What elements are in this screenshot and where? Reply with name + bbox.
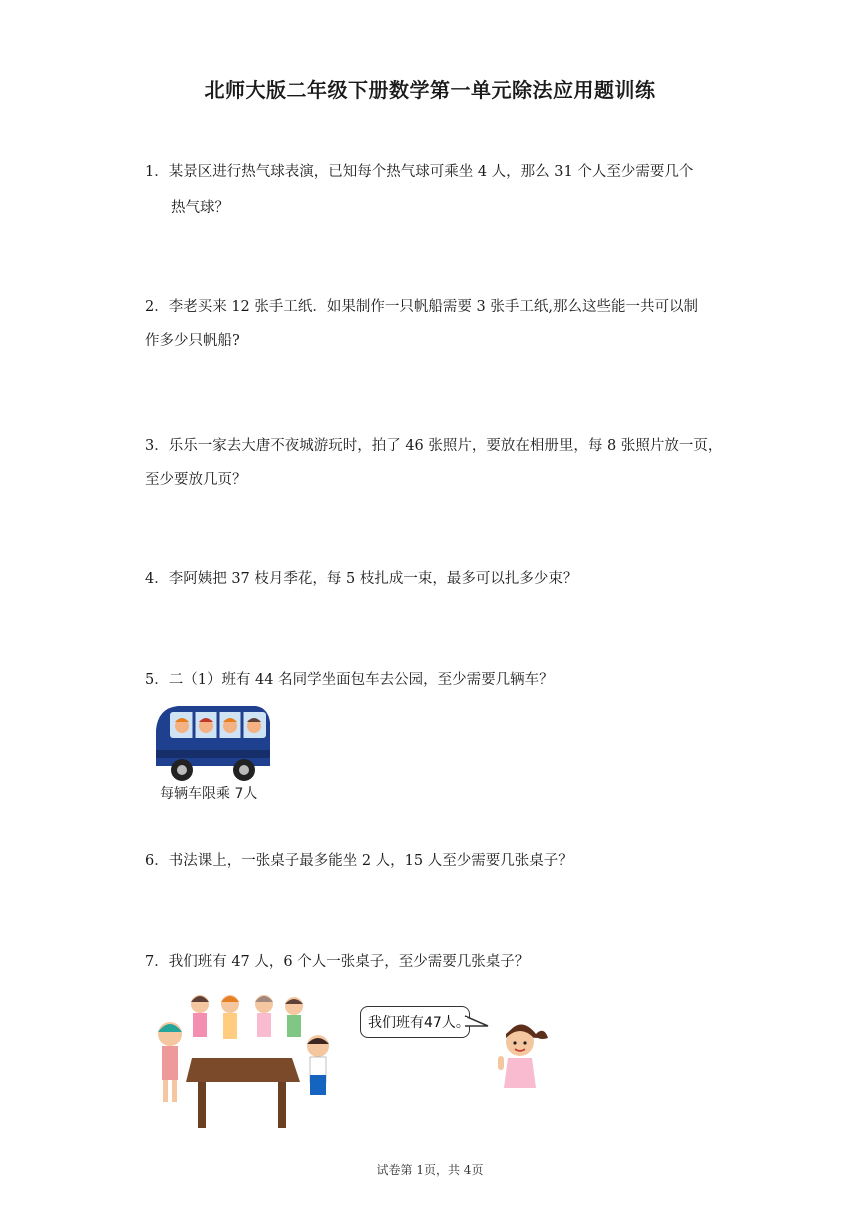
question-6: 6．书法课上，一张桌子最多能坐 2 人，15 人至少需要几张桌子？ <box>145 853 573 869</box>
question-2-line-1: 2．李老买来 12 张手工纸．如果制作一只帆船需要 3 张手工纸,那么这些能一共可以制 <box>145 299 698 315</box>
girl-illustration <box>490 1016 550 1096</box>
question-3-line-2: 至少要放几页？ <box>145 472 247 488</box>
page-title: 北师大版二年级下册数学第一单元除法应用题训练 <box>204 78 656 102</box>
question-1-line-2: 热气球？ <box>171 200 229 216</box>
question-5: 5．二（1）班有 44 名同学坐面包车去公园，至少需要几辆车？ <box>145 672 554 688</box>
speech-bubble-text: 我们班有47人。 <box>368 1015 470 1031</box>
question-1-line-1: 1．某景区进行热气球表演，已知每个热气球可乘坐 4 人，那么 31 个人至少需要几个 <box>145 164 694 180</box>
page-footer: 试卷第 1页，共 4页 <box>376 1163 484 1177</box>
bus-caption: 每辆车限乘 7人 <box>160 786 258 802</box>
question-7: 7．我们班有 47 人，6 个人一张桌子，至少需要几张桌子？ <box>145 954 530 970</box>
children-table-illustration <box>150 990 340 1130</box>
question-3-line-1: 3．乐乐一家去大唐不夜城游玩时，拍了 46 张照片，要放在相册里，每 8 张照片放一页， <box>145 438 723 454</box>
question-4: 4．李阿姨把 37 枝月季花，每 5 枝扎成一束，最多可以扎多少束？ <box>145 571 578 587</box>
question-2-line-2: 作多少只帆船? <box>145 333 240 349</box>
